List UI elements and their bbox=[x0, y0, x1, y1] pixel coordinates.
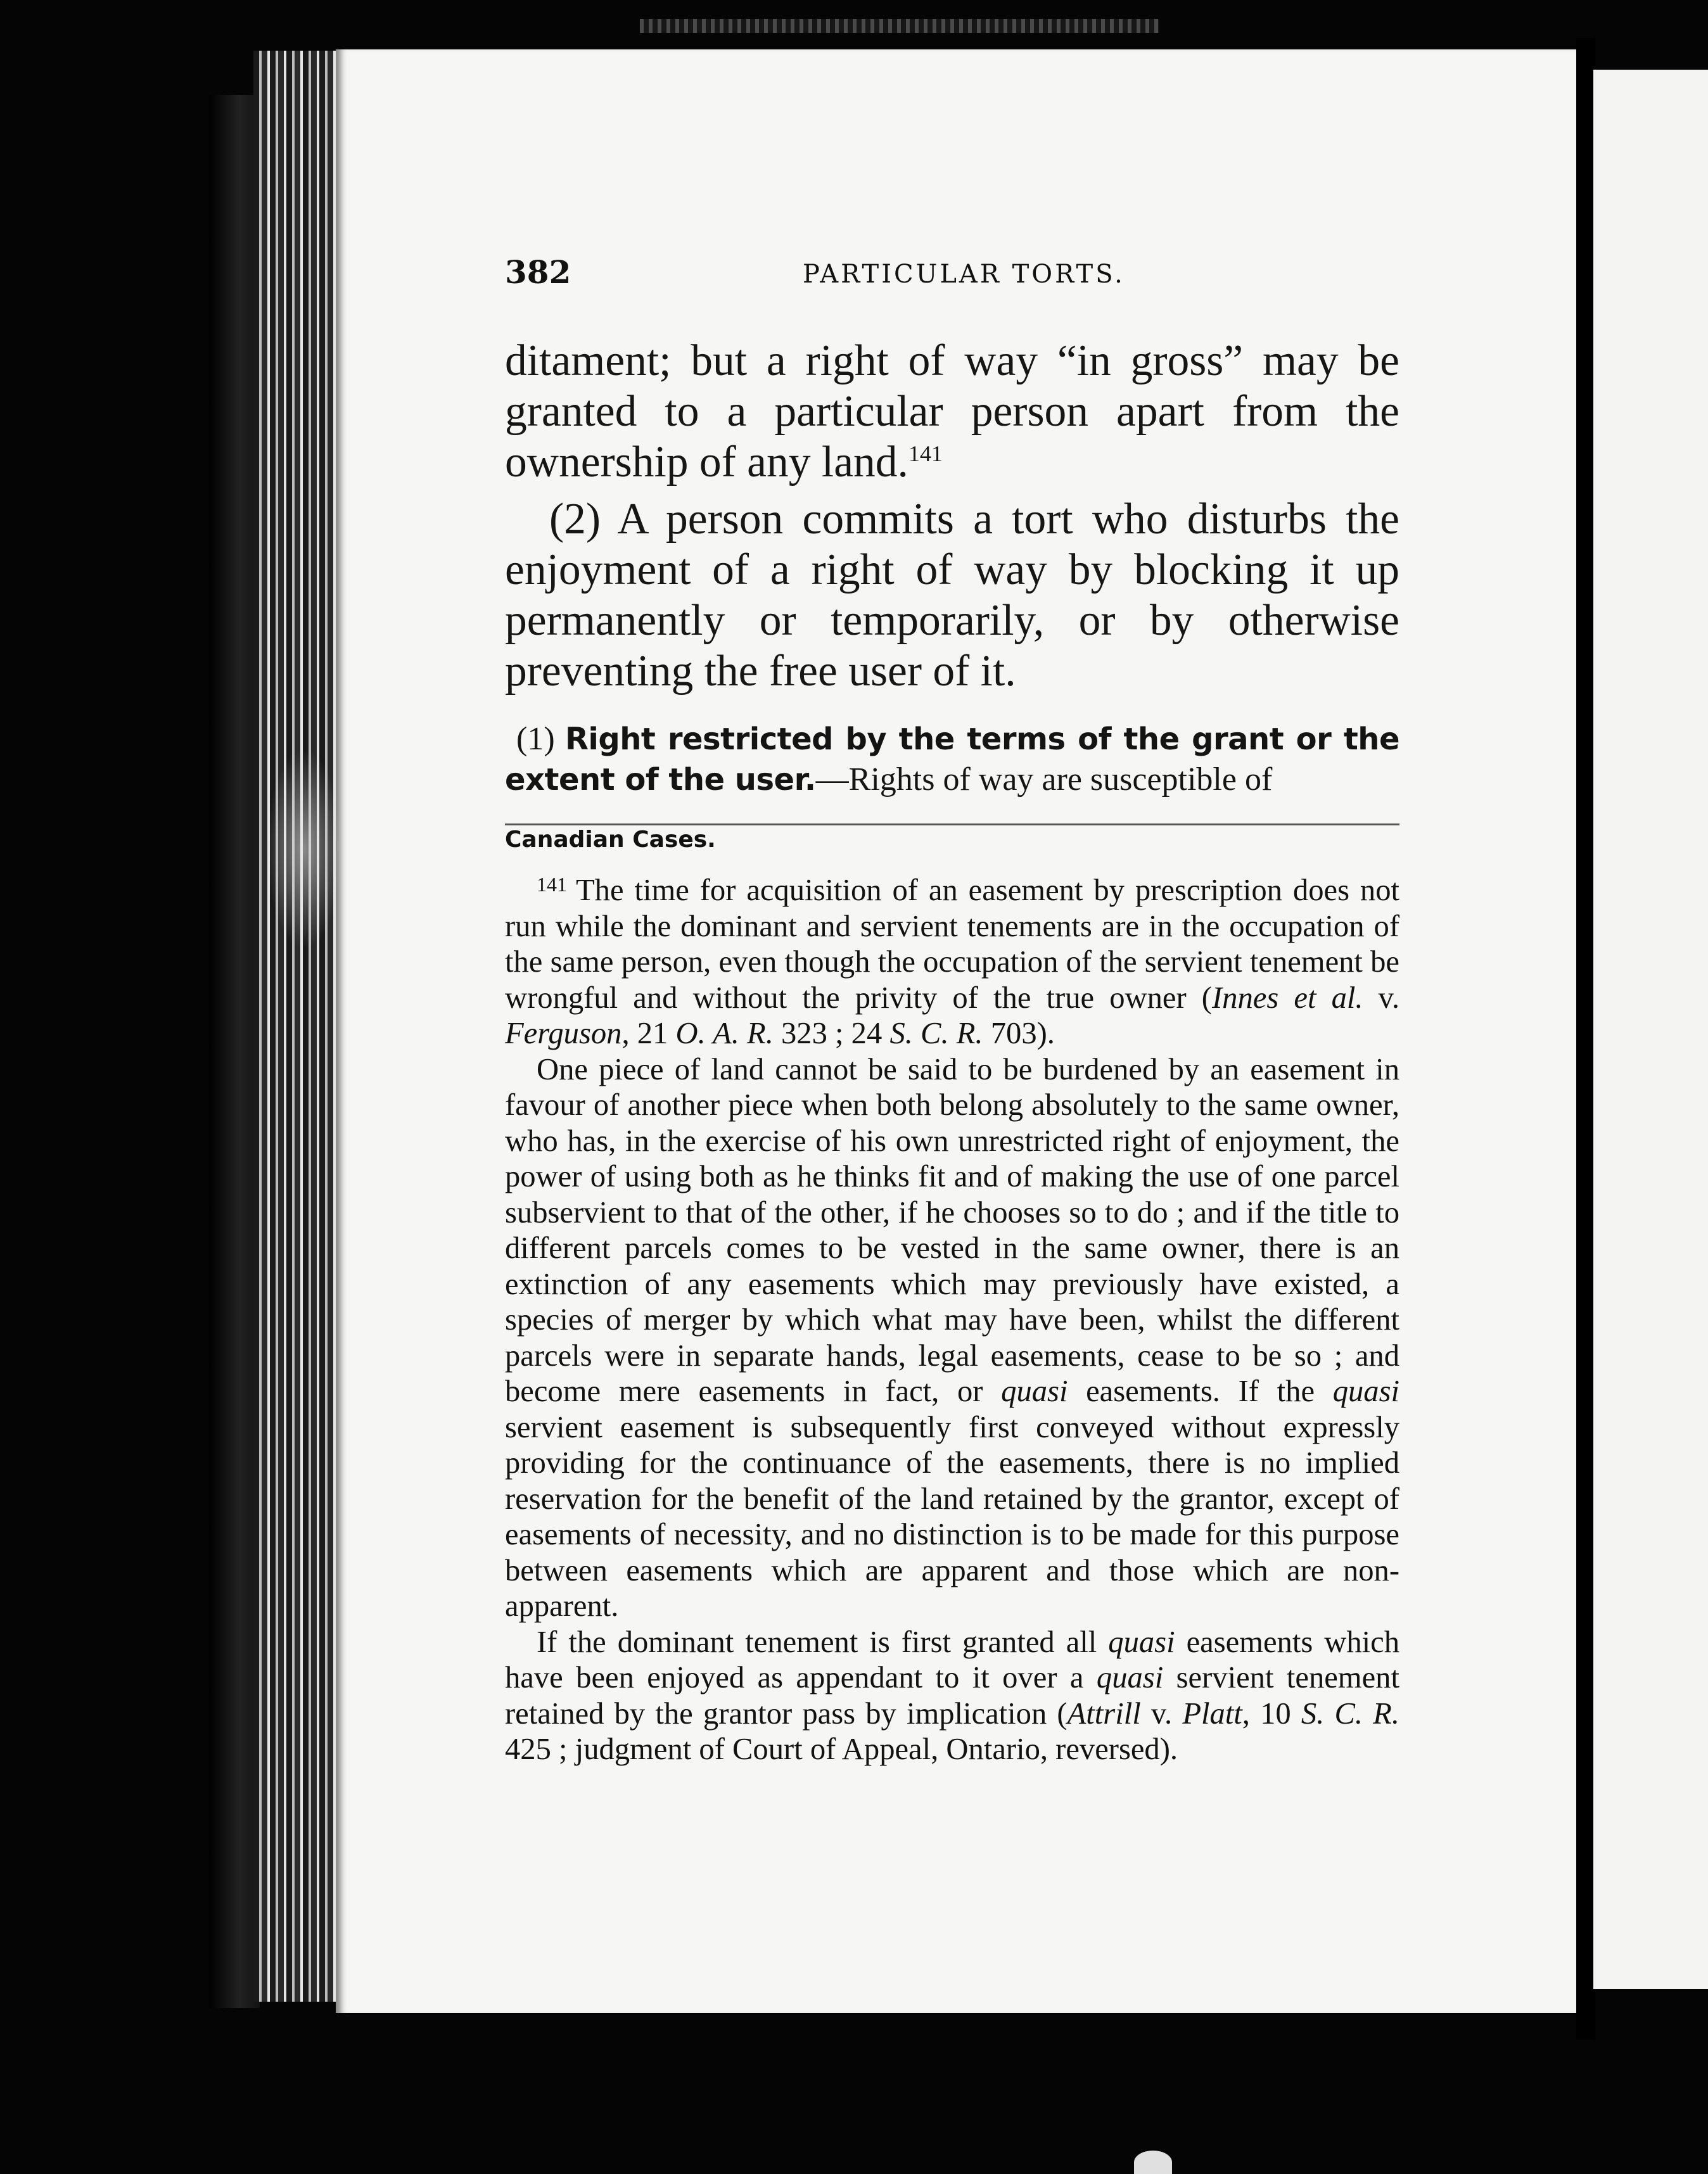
footnote-text: One piece of land cannot be said to be burdened by an easement in favour of another piece when both belong absolutely to the same owner, who has, in the exercise of his own unrestricted right of enjoyment, the power of using both as he thinks fit and of making the use of one parcel subservient to that of the other, if he chooses so to do ; and if the title to different parcels comes to be vested in the same owner, there is an extinction of any easements which may previously have existed, a species of merger by which what may have been, whilst the different parcels were in separate hands, legal easements, cease to be so ; and become mere easements in fact, or bbox=[505, 1052, 1399, 1408]
report-abbrev: O. A. R. bbox=[675, 1016, 774, 1050]
footnote-rule bbox=[505, 823, 1399, 825]
commentary-number: (1) bbox=[516, 721, 555, 757]
italic-term: quasi bbox=[1108, 1624, 1175, 1659]
footnote-text: easements. If the bbox=[1068, 1374, 1333, 1408]
book-edge-shadow bbox=[209, 95, 260, 2008]
top-edge-scrap bbox=[640, 19, 1159, 33]
footnotes-label: Canadian Cases. bbox=[505, 827, 716, 853]
commentary-paragraph bbox=[505, 719, 1399, 800]
case-name: Ferguson bbox=[505, 1016, 622, 1050]
running-head: PARTICULAR TORTS. bbox=[803, 260, 1125, 289]
citation-text: , 21 bbox=[621, 1016, 676, 1050]
citation-text: , 10 bbox=[1242, 1696, 1301, 1731]
main-paragraph-2: (2) A person commits a tort who disturbs the enjoyment of a right of way by blocking it up permanently or temporarily, or by otherwise preventing the free user of it. bbox=[505, 495, 1399, 696]
footnote-ref-141: 141 bbox=[908, 440, 943, 466]
footnote-text: servient easement is subsequently first conveyed without expressly providing for the continuance of the easements, there is no implied reservation for the benefit of the land retained by the grantor, except of easements of necessity, and no distinction is to be made for this purpose between easements which are apparent and those which are non-apparent. bbox=[505, 1409, 1399, 1623]
italic-term: quasi bbox=[1001, 1374, 1068, 1408]
bottom-edge-mark bbox=[1134, 2151, 1172, 2174]
footnote-141 bbox=[505, 867, 1399, 1052]
versus: v. bbox=[1363, 980, 1399, 1015]
footnote-paragraph-2 bbox=[505, 1052, 1399, 1624]
main-text bbox=[505, 336, 1399, 697]
page-stack-edge bbox=[253, 51, 339, 2002]
page-blemish bbox=[266, 747, 342, 950]
citation-text: 425 ; judgment of Court of Appeal, Ontario, reversed). bbox=[505, 1732, 1178, 1766]
main-paragraph-1-text: ditament; but a right of way “in gross” may be granted to a particular person apart from the ownership of any land. bbox=[505, 336, 1399, 486]
commentary-text: —Rights of way are susceptible of bbox=[815, 761, 1273, 798]
footnote-text: easements which have been enjoyed as appendant to it over a bbox=[505, 1624, 1399, 1694]
citation-text: 703). bbox=[983, 1016, 1055, 1050]
footnote-text: servient tenement retained by the grantor pass by implication ( bbox=[505, 1660, 1399, 1731]
footnote-marker: 141 bbox=[537, 873, 567, 896]
italic-term: quasi bbox=[1096, 1660, 1164, 1694]
facing-page-edge bbox=[1593, 70, 1708, 1989]
page-header bbox=[505, 253, 1398, 304]
footnote-text: If the dominant tenement is first granted all bbox=[537, 1624, 1109, 1659]
report-abbrev: S. C. R. bbox=[1301, 1696, 1399, 1731]
footnotes bbox=[505, 867, 1399, 1767]
case-name: Innes et al. bbox=[1212, 980, 1363, 1015]
book-gutter bbox=[1576, 38, 1595, 2040]
page-number: 382 bbox=[505, 253, 571, 291]
main-paragraph-1 bbox=[505, 336, 1399, 488]
citation-text: 323 ; 24 bbox=[773, 1016, 890, 1050]
report-abbrev: S. C. R. bbox=[889, 1016, 983, 1050]
footnote-text: The time for acquisition of an easement by prescription does not run while the dominant and servient tenements are in the occupation of the same person, even though the occupation of the servient tenement be wrongful and without the privity of the true owner ( bbox=[505, 873, 1399, 1015]
footnote-paragraph-3 bbox=[505, 1624, 1399, 1767]
case-name: Platt bbox=[1182, 1696, 1242, 1731]
commentary-heading: Right restricted by the terms of the grant or the extent of the user. bbox=[505, 721, 1400, 798]
case-name: Attrill bbox=[1067, 1696, 1141, 1731]
italic-term: quasi bbox=[1332, 1374, 1399, 1408]
versus: v. bbox=[1140, 1696, 1183, 1731]
